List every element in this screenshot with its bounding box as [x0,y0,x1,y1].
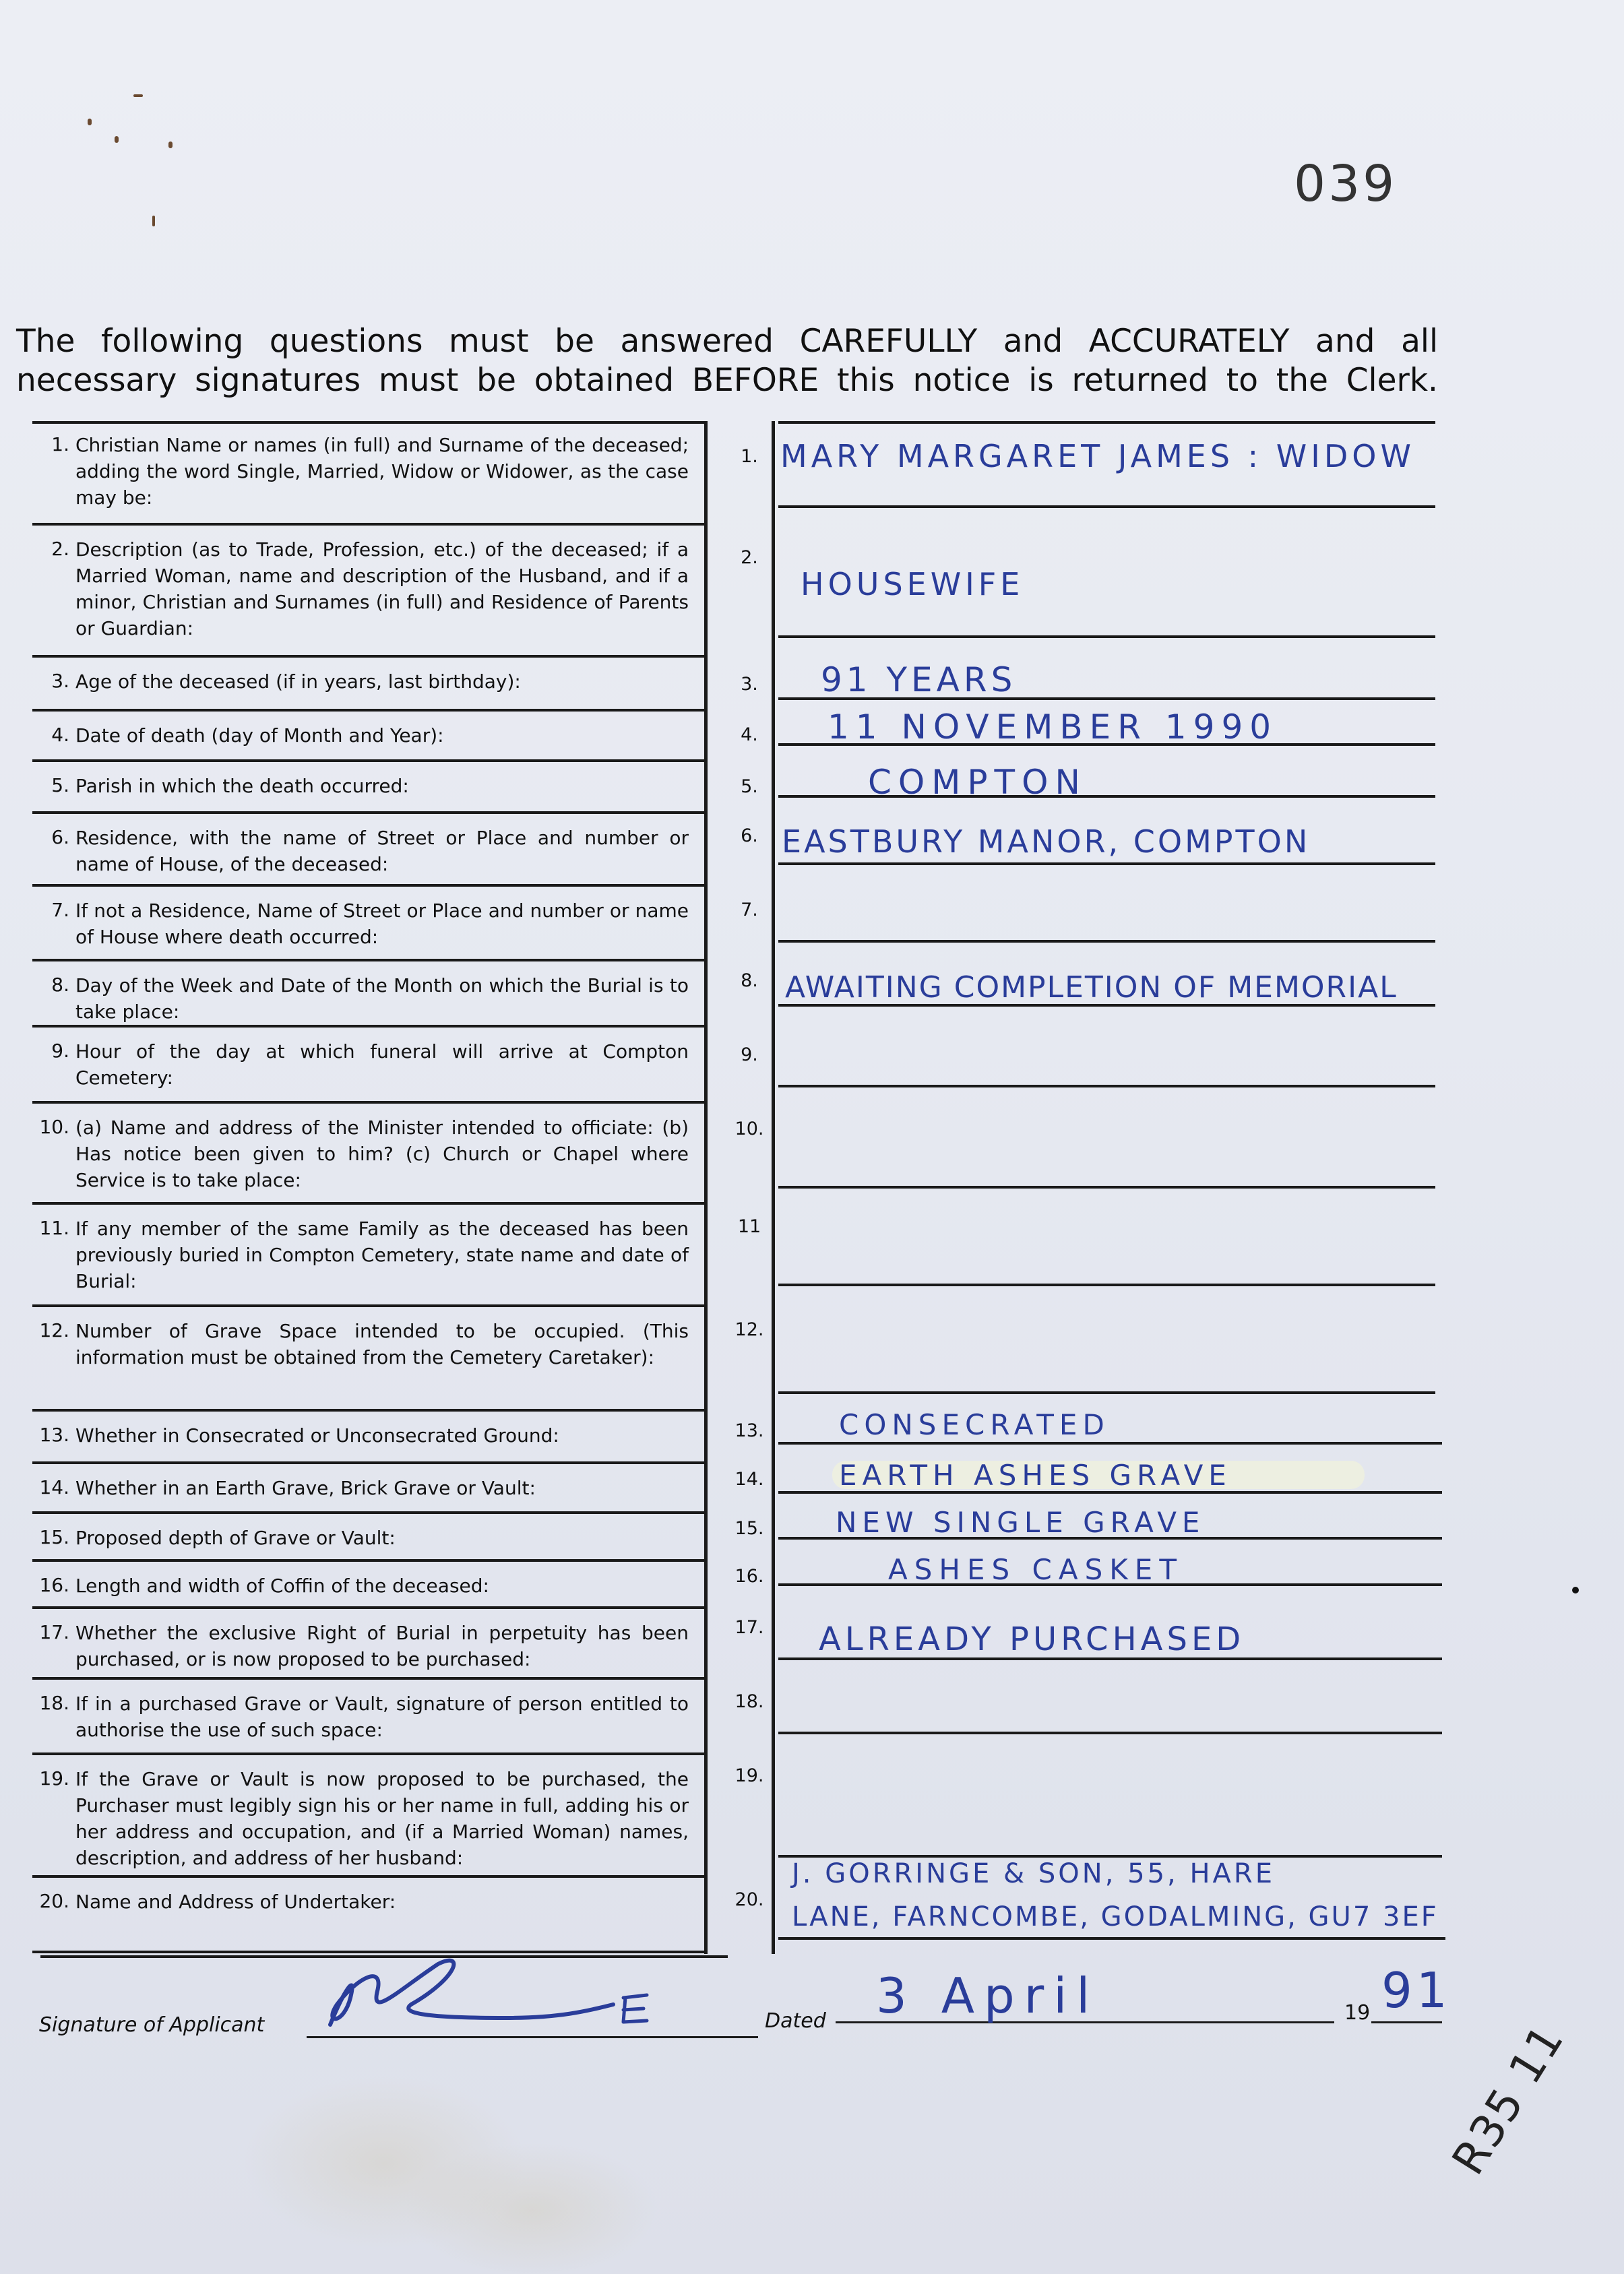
answers-column [772,421,1435,1954]
ink-dot [1572,1587,1579,1593]
answer-13-ground: CONSECRATED [839,1408,1110,1441]
question-text: If any member of the same Family as the deceased has been previously buried in Compton Cemetery, state name and date of Burial: [75,1218,689,1292]
answer-14-grave-type: EARTH ASHES GRAVE [839,1459,1232,1492]
question-row-17 [32,1609,708,1680]
question-row-20 [32,1878,708,1953]
signature-label: Signature of Applicant [39,2013,265,2037]
question-text: Whether in Consecrated or Unconsecrated Ground: [75,1424,559,1447]
question-row-2 [32,526,708,658]
question-number: 9. [51,1040,69,1062]
question-text: Residence, with the name of Street or Place and number or name of House, of the deceased: [75,827,689,875]
question-text: Christian Name or names (in full) and Surname of the deceased; adding the word Single, Married, Widow or Widower, as the case may be: [75,434,689,509]
answer-rule [778,862,1435,865]
question-row-6 [32,814,708,887]
question-text: Proposed depth of Grave or Vault: [75,1527,396,1549]
answer-16-coffin-size: ASHES CASKET [888,1553,1183,1586]
answer-rule [778,940,1435,943]
question-row-4 [32,712,708,762]
answer-number: 8. [741,970,758,991]
answer-number: 17. [735,1617,764,1638]
answer-8-burial-date: AWAITING COMPLETION OF MEMORIAL [785,970,1398,1005]
question-text: Day of the Week and Date of the Month on which the Burial is to take place: [75,974,689,1023]
question-text: Hour of the day at which funeral will arrive at Compton Cemetery: [75,1040,689,1089]
answer-17-right-of-burial: ALREADY PURCHASED [819,1620,1245,1658]
answer-rule [778,1085,1435,1087]
questions-column [32,421,708,1954]
question-number: 6. [51,826,69,848]
question-number: 10. [39,1116,69,1138]
answer-rule [778,1391,1435,1394]
question-row-15 [32,1514,708,1562]
question-row-14 [32,1464,708,1514]
answer-rule [778,1732,1442,1734]
question-row-9 [32,1028,708,1104]
question-number: 15. [39,1526,69,1548]
question-row-16 [32,1562,708,1609]
question-number: 18. [39,1692,69,1714]
question-number: 12. [39,1319,69,1341]
question-number: 1. [51,433,69,455]
answer-number: 18. [735,1691,764,1712]
dated-label: Dated [765,2009,826,2033]
question-row-12 [32,1307,708,1412]
question-number: 4. [51,724,69,746]
answer-rule [778,505,1435,508]
answer-number: 3. [741,674,758,695]
question-number: 7. [51,899,69,921]
answer-4-date-of-death: 11 NOVEMBER 1990 [827,707,1278,747]
question-number: 14. [39,1476,69,1498]
answer-rule [778,1284,1435,1286]
answer-rule [778,1186,1435,1189]
question-row-10 [32,1104,708,1205]
answer-number: 7. [741,899,758,920]
answer-number: 6. [741,825,758,846]
answer-number: 19. [735,1765,764,1786]
answer-number: 9. [741,1044,758,1065]
question-row-3 [32,658,708,712]
answer-rule [778,1937,1445,1940]
answer-rule [778,1442,1442,1445]
answer-1-name: MARY MARGARET JAMES : WIDOW [780,438,1415,474]
answer-number: 20. [735,1889,764,1910]
question-row-7 [32,887,708,961]
answer-rule [778,635,1435,638]
question-row-1 [32,421,708,526]
answer-5-parish: COMPTON [868,763,1087,802]
answer-number: 12. [735,1319,764,1340]
question-number: 20. [39,1890,69,1912]
instructions-heading: The following questions must be answered CAREFULLY and ACCURATELY and all necessary signatures must be obtained BEFORE this notice is returned to the Clerk. [16,323,1438,399]
question-number: 13. [39,1424,69,1446]
answer-number: 13. [735,1420,764,1441]
answer-15-grave-depth: NEW SINGLE GRAVE [836,1506,1206,1539]
year-value: 91 [1381,1962,1451,2019]
answer-number: 16. [735,1566,764,1587]
question-text: Age of the deceased (if in years, last birthday): [75,670,521,693]
answer-number: 14. [735,1469,764,1490]
question-text: Length and width of Coffin of the deceased: [75,1575,489,1597]
dated-value: 3 April [876,1967,1100,2024]
question-text: Description (as to Trade, Profession, etc.) of the deceased; if a Married Woman, name and description of the Husband, and if a minor, Christian and Surnames (in full) and Residence of Parents or Guardian: [75,538,689,639]
question-text: Date of death (day of Month and Year): [75,724,444,747]
answer-number: 5. [741,776,758,797]
answer-number: 11 [737,1216,761,1237]
question-number: 11. [39,1217,69,1239]
question-row-5 [32,762,708,814]
answer-number: 10. [735,1118,764,1139]
question-text: Name and Address of Undertaker: [75,1891,396,1913]
reference-number: 039 [1294,155,1398,213]
year-line [1371,2021,1442,2023]
answer-3-age: 91 YEARS [821,660,1017,699]
question-number: 3. [51,670,69,692]
water-stain [404,2143,660,2274]
question-row-18 [32,1680,708,1755]
question-number: 19. [39,1767,69,1790]
answer-number: 2. [741,547,758,568]
question-number: 5. [51,774,69,796]
question-text: Whether the exclusive Right of Burial in perpetuity has been purchased, or is now proposed to be purchased: [75,1622,689,1670]
question-text: If the Grave or Vault is now proposed to be purchased, the Purchaser must legibly sign his or her name in full, adding his or her address and occupation, and (if a Married Woman) names, description, and address of her husband: [75,1768,689,1869]
question-row-19 [32,1755,708,1878]
applicant-signature-image [303,1951,681,2045]
question-number: 17. [39,1621,69,1643]
question-text: If in a purchased Grave or Vault, signature of person entitled to authorise the use of such space: [75,1693,689,1741]
question-number: 2. [51,538,69,560]
answers-top-border [778,421,1435,424]
question-number: 16. [39,1574,69,1596]
answer-2-description: HOUSEWIFE [801,566,1024,602]
answers-left-border [772,421,775,1954]
answer-number: 1. [741,446,758,467]
answer-6-residence: EASTBURY MANOR, COMPTON [782,823,1311,860]
question-row-11 [32,1205,708,1307]
answer-20-undertaker-line-2: LANE, FARNCOMBE, GODALMING, GU7 3EF [792,1901,1439,1932]
question-text: Number of Grave Space intended to be occupied. (This information must be obtained from the Cemetery Caretaker): [75,1320,689,1368]
year-prefix: 19 [1344,2001,1371,2025]
answer-20-undertaker-line-1: J. GORRINGE & SON, 55, HARE [792,1858,1275,1889]
question-text: (a) Name and address of the Minister intended to officiate: (b) Has notice been given to him? (c) Church or Chapel where Service is to take place: [75,1116,689,1191]
answer-number: 15. [735,1518,764,1539]
question-text: If not a Residence, Name of Street or Place and number or name of House where death occurred: [75,899,689,948]
question-number: 8. [51,974,69,996]
margin-annotation: R35 11 [1442,2015,1575,2184]
question-row-8 [32,961,708,1028]
question-row-13 [32,1412,708,1464]
question-text: Parish in which the death occurred: [75,775,409,797]
question-text: Whether in an Earth Grave, Brick Grave or Vault: [75,1477,536,1499]
answer-number: 4. [741,724,758,745]
answer-rule [778,1855,1442,1858]
